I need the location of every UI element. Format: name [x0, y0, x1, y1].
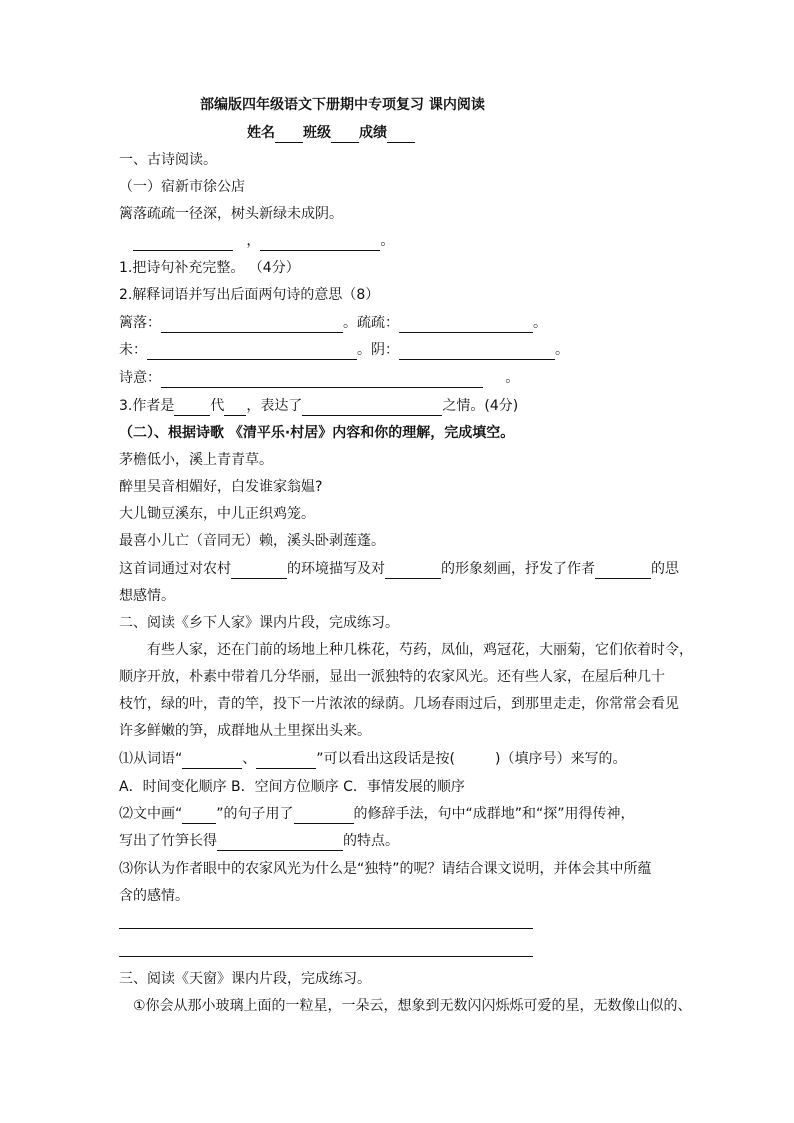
- passage-line-3: 枝竹，绿的叶，青的竿，投下一片浓浓的绿荫。几场春雨过后，到那里走走，你常常会看见: [119, 696, 679, 712]
- poem2-line3: 大儿锄豆溪东，中儿正织鸡笼。: [119, 506, 315, 522]
- blank-figure[interactable]: [385, 562, 441, 579]
- poem2-line4: 最喜小儿亡（音同无）赖，溪头卧剥莲蓬。: [119, 533, 385, 549]
- poem2-question-cont: 想感情。: [119, 588, 175, 604]
- blank-meaning[interactable]: [161, 371, 483, 388]
- answer-line-1[interactable]: [119, 928, 533, 929]
- passage-line-4: 许多鲜嫩的笋，成群地从土里探出头来。: [119, 723, 371, 739]
- blank-emotion[interactable]: [595, 562, 651, 579]
- section2-question-3: ⑶你认为作者眼中的农家风光为什么是“独特”的呢？请结合课文说明，并体会其中所蕴: [119, 861, 652, 877]
- section2-options: A．时间变化顺序 B．空间方位顺序 C．事情发展的顺序: [119, 779, 465, 795]
- name-blank[interactable]: [275, 126, 303, 143]
- section1-heading: 一、古诗阅读。: [119, 152, 217, 168]
- blank-rhetoric[interactable]: [294, 807, 354, 824]
- blank-word-2[interactable]: [256, 752, 316, 769]
- answer-line-2[interactable]: [119, 956, 533, 957]
- word-explain-line-1: 篱落： 。疏疏： 。: [119, 315, 547, 331]
- name-label: 姓名: [247, 125, 275, 141]
- poem-blank-2[interactable]: [260, 234, 380, 251]
- section3-heading: 三、阅读《天窗》课内片段，完成练习。: [119, 971, 371, 987]
- blank-wei[interactable]: [147, 343, 357, 360]
- question-2: 2.解释词语并写出后面两句诗的意思（8）: [119, 287, 380, 303]
- poem1-title: （一）宿新市徐公店: [119, 179, 245, 195]
- blank-word-1[interactable]: [182, 752, 242, 769]
- underline-sample: [182, 807, 216, 824]
- question-1: 1.把诗句补充完整。 （4分）: [119, 260, 300, 276]
- blank-environment[interactable]: [231, 562, 287, 579]
- blank-feature[interactable]: [217, 834, 343, 851]
- class-label: 班级: [303, 125, 331, 141]
- passage-line-1: 有些人家，还在门前的场地上种几株花，芍药，凤仙，鸡冠花，大丽菊，它们依着时令，: [147, 642, 693, 658]
- section2-question-1: ⑴从词语“ 、 ”可以看出这段话是按( )（填序号）来写的。: [119, 751, 627, 767]
- section2-question-2-cont: 写出了竹笋长得 的特点。: [119, 833, 399, 849]
- poem-meaning-line: 诗意： 。: [119, 370, 520, 386]
- poem2-intro: （二）、根据诗歌 《清平乐·村居》内容和你的理解，完成填空。: [119, 425, 515, 441]
- poem1-fill-blank-line: ， 。: [133, 231, 394, 251]
- poem1-line1: 篱落疏疏一径深，树头新绿未成阴。: [119, 206, 343, 222]
- page-title: 部编版四年级语文下册期中专项复习 课内阅读: [200, 97, 485, 113]
- passage-line-2: 顺序开放，朴素中带着几分华丽，显出一派独特的农家风光。还有些人家，在屋后种几十: [119, 669, 665, 685]
- section3-passage-line-1: ①你会从那小玻璃上面的一粒星，一朵云，想象到无数闪闪烁烁可爱的星，无数像山似的、: [133, 998, 692, 1014]
- word-explain-line-2: 未： 。阴： 。: [119, 342, 569, 358]
- poem2-question: 这首词通过对农村 的环境描写及对 的形象刻画，抒发了作者 的思: [119, 561, 679, 577]
- poem2-line1: 茅檐低小，溪上青青草。: [119, 452, 273, 468]
- blank-liluo[interactable]: [161, 316, 343, 333]
- section2-question-3-cont: 含的感情。: [119, 888, 189, 904]
- blank-dynasty[interactable]: [174, 399, 210, 416]
- score-label: 成绩: [359, 125, 387, 141]
- blank-shushu[interactable]: [399, 316, 533, 333]
- student-info-line: [247, 123, 415, 143]
- blank-yin[interactable]: [399, 343, 555, 360]
- section2-heading: 二、阅读《乡下人家》课内片段，完成练习。: [119, 615, 399, 631]
- blank-feeling[interactable]: [302, 399, 442, 416]
- score-blank[interactable]: [387, 126, 415, 143]
- class-blank[interactable]: [331, 126, 359, 143]
- blank-author[interactable]: [224, 399, 246, 416]
- question-3: 3.作者是 代 ，表达了 之情。(4分): [119, 398, 519, 414]
- poem2-line2: 醉里吴音相媚好，白发谁家翁媪?: [119, 479, 323, 495]
- poem-blank-1[interactable]: [133, 234, 233, 251]
- section2-question-2: ⑵文中画“ ”的句子用了 的修辞手法，句中“成群地”和“探”用得传神，: [119, 806, 635, 822]
